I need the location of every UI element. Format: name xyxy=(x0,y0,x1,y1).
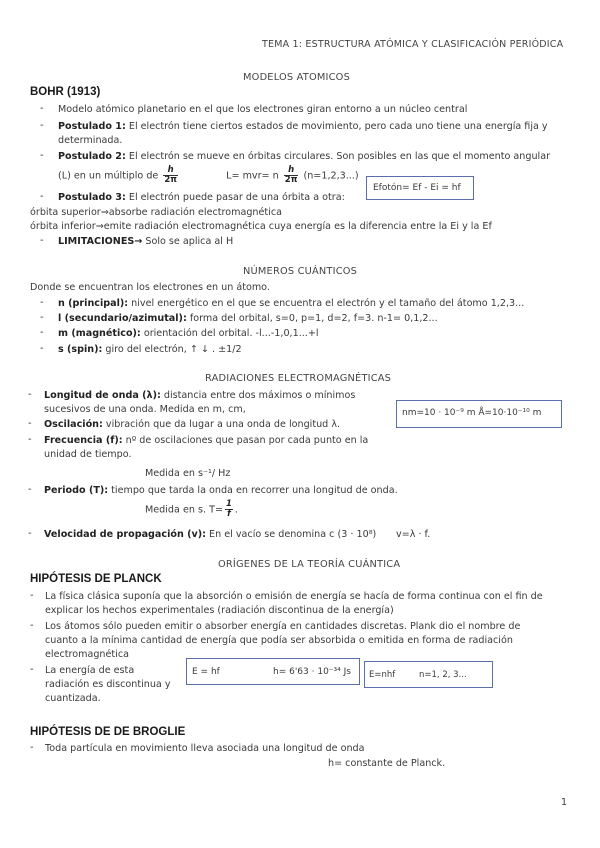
bullet-dash: - xyxy=(40,150,44,161)
postulado-3-text: El electrón puede pasar de una órbita a otra: xyxy=(125,192,345,203)
planck-bullet-2-b: cuanto a la mínima cantidad de energía que podía ser absorbida o emitida en forma de radiación xyxy=(45,635,513,646)
n-values: (n=1,2,3...) xyxy=(303,170,359,182)
bullet-dash: - xyxy=(40,103,44,114)
postulado-2-multiplo: (L) en un múltiplo de xyxy=(58,170,159,182)
planck-bullet-2-a: Los átomos sólo pueden emitir o absorber energía en cantidades discretas. Plank dio el nombre de xyxy=(45,621,521,632)
numero-s: s (spin): giro del electrón, ↑ ↓ . ±1/2 xyxy=(58,344,242,355)
bullet-dash: - xyxy=(28,418,32,429)
bullet-dash: - xyxy=(28,389,32,400)
foton-energy-formula: Efotón= Ef - Ei = hf xyxy=(373,183,461,193)
planck-constant-value: h= 6'63 · 10⁻³⁴ Js xyxy=(273,667,351,677)
section-caption-origenes: ORÍGENES DE LA TEORÍA CUÁNTICA xyxy=(218,559,401,570)
postulado-2 xyxy=(58,150,550,163)
limitaciones-text: Solo se aplica al H xyxy=(142,236,234,247)
section-caption-radiaciones: RADIACIONES ELECTROMAGNÉTICAS xyxy=(205,373,392,384)
quantized-n-values: n=1, 2, 3... xyxy=(419,670,467,680)
page-number: 1 xyxy=(561,797,568,808)
planck-bullet-2-c: electromagnética xyxy=(45,649,129,660)
numero-m: m (magnético): orientación del orbital. -l...-1,0,1...+l xyxy=(58,328,319,339)
planck-energy-formula: E = hf xyxy=(192,667,220,677)
frecuencia-medida: Medida en s⁻¹/ Hz xyxy=(145,468,231,479)
postulado-2-text: El electrón se mueve en órbitas circulares. Son posibles en las que el momento angular xyxy=(125,151,551,162)
numeros-intro: Donde se encuentran los electrones en un átomo. xyxy=(30,282,270,293)
velocidad-formula: v=λ · f. xyxy=(396,529,431,540)
broglie-heading: HIPÓTESIS DE DE BROGLIE xyxy=(30,726,186,738)
planck-bullet-3-a: La energía de esta xyxy=(45,665,135,676)
postulado-1 xyxy=(58,120,548,133)
postulado-2-label: Postulado 2: xyxy=(58,151,126,162)
orbita-inferior: órbita inferior⇒emite radiación electromagnética cuya energía es la diferencia entre la Ei y la Ef xyxy=(30,221,492,232)
bullet-dash: - xyxy=(28,528,32,539)
bullet-dash: - xyxy=(40,312,44,323)
orbita-superior: órbita superior⇒absorbe radiación electromagnética xyxy=(30,207,282,218)
periodo-medida: Medida en s. T= $\frac{1}{f}$ . xyxy=(145,499,238,519)
planck-bullet-3-b: radiación es discontinua y xyxy=(45,679,171,690)
limitaciones-label: LIMITACIONES→ xyxy=(58,236,143,247)
bullet-dash: - xyxy=(40,191,44,202)
page-header-title: TEMA 1: ESTRUCTURA ATÓMICA Y CLASIFICACIÓN PERIÓDICA xyxy=(262,39,564,50)
bullet-dash: - xyxy=(30,742,34,753)
oscilacion: Oscilación: vibración que da lugar a una onda de longitud λ. xyxy=(44,419,341,430)
postulado-2-formula-line xyxy=(58,166,359,185)
longitud-onda-cont: sucesivos de una onda. Medida en m, cm, xyxy=(44,404,246,415)
velocidad-propagacion: Velocidad de propagación (v): En el vacío se denomina c (3 · 10⁸) xyxy=(44,529,377,540)
section-caption-numeros: NÚMEROS CUÁNTICOS xyxy=(243,266,358,277)
postulado-3 xyxy=(58,191,345,204)
planck-bullet-1-b: explicar los hechos experimentales (radiación discontinua de la energía) xyxy=(45,605,394,616)
bullet-dash: - xyxy=(40,120,44,131)
longitud-onda: Longitud de onda (λ): distancia entre dos máximos o mínimos xyxy=(44,390,356,401)
numero-n: n (principal): nivel energético en el que se encuentra el electrón y el tamaño del átomo 1,2,3... xyxy=(58,298,525,309)
section-caption-modelos: MODELOS ATOMICOS xyxy=(243,72,350,83)
bullet-dash: - xyxy=(40,297,44,308)
frecuencia-cont: unidad de tiempo. xyxy=(44,449,132,460)
numero-l: l (secundario/azimutal): forma del orbital, s=0, p=1, d=2, f=3. n-1= 0,1,2... xyxy=(58,313,438,324)
bullet-dash: - xyxy=(30,620,34,631)
limitaciones xyxy=(58,235,233,248)
momento-angular-formula: L= mvr= n xyxy=(226,170,279,182)
unidades-formula: nm=10 · 10⁻⁹ m Å=10·10⁻¹⁰ m xyxy=(402,408,542,418)
planck-bullet-1-a: La física clásica suponía que la absorción o emisión de energía se hacía de forma continua con el fin de xyxy=(45,591,543,602)
bohr-heading: BOHR (1913) xyxy=(30,86,101,98)
broglie-bullet-1: Toda partícula en movimiento lleva asociada una longitud de onda xyxy=(45,743,365,754)
bohr-bullet-1: Modelo atómico planetario en el que los electrones giran entorno a un núcleo central xyxy=(58,104,468,115)
periodo: Periodo (T): tiempo que tarda la onda en recorrer una longitud de onda. xyxy=(44,485,398,496)
postulado-1-cont: determinada. xyxy=(58,135,123,146)
postulado-3-label: Postulado 3: xyxy=(58,192,126,203)
bullet-dash: - xyxy=(40,235,44,246)
postulado-1-label: Postulado 1: xyxy=(58,121,126,132)
frecuencia: Frecuencia (f): nº de oscilaciones que pasan por cada punto en la xyxy=(44,435,369,446)
bullet-dash: - xyxy=(40,327,44,338)
h-over-2pi-fraction: $\frac{h}{2\pi}$ xyxy=(164,165,178,185)
bullet-dash: - xyxy=(30,664,34,675)
planck-bullet-3-c: cuantizada. xyxy=(45,693,101,704)
h-over-2pi-fraction: $\frac{h}{2\pi}$ xyxy=(284,165,298,185)
postulado-1-text: El electrón tiene ciertos estados de movimiento, pero cada uno tiene una energía fija y xyxy=(125,121,548,132)
bullet-dash: - xyxy=(28,484,32,495)
planck-heading: HIPÓTESIS DE PLANCK xyxy=(30,573,162,585)
bullet-dash: - xyxy=(30,590,34,601)
bullet-dash: - xyxy=(28,434,32,445)
broglie-planck-constant: h= constante de Planck. xyxy=(328,758,446,769)
bullet-dash: - xyxy=(40,343,44,354)
quantized-energy-formula: E=nhf xyxy=(369,670,396,680)
one-over-f-fraction: $\frac{1}{f}$ xyxy=(225,499,232,519)
